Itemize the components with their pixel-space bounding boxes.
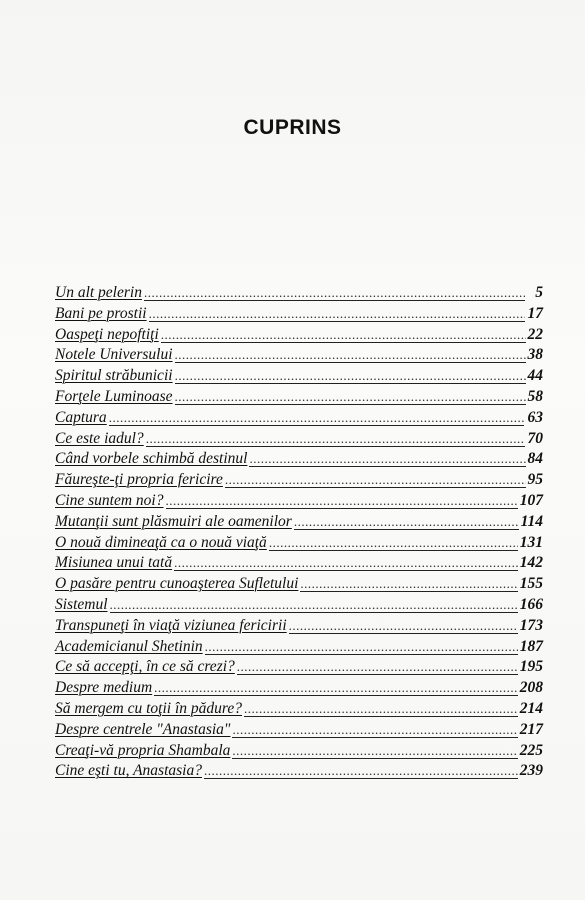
table-of-contents	[55, 283, 543, 782]
toc-entry-page-number: 195	[519, 658, 543, 676]
toc-entry	[55, 408, 543, 429]
toc-leader-dots	[237, 660, 518, 675]
toc-entry	[55, 574, 543, 595]
toc-entry-title: O pasăre pentru cunoaşterea Sufletului	[55, 575, 299, 593]
toc-entry	[55, 366, 543, 387]
toc-entry	[55, 616, 543, 637]
toc-entry	[55, 595, 543, 616]
toc-entry	[55, 470, 543, 491]
toc-entry	[55, 533, 543, 554]
toc-entry	[55, 429, 543, 450]
toc-entry-page-number: 17	[527, 304, 543, 322]
toc-leader-dots	[269, 536, 518, 551]
toc-entry-title: Despre medium	[55, 679, 153, 697]
toc-leader-dots	[205, 640, 518, 655]
toc-leader-dots	[146, 432, 526, 447]
toc-entry-page-number: 22	[527, 325, 543, 343]
page-title: CUPRINS	[243, 116, 342, 139]
toc-entry-title: Transpuneţi în viaţă viziunea fericirii	[55, 616, 287, 634]
toc-leader-dots	[232, 744, 517, 759]
toc-entry-title: Făureşte-ţi propria fericire	[55, 471, 223, 489]
toc-leader-dots	[244, 702, 518, 717]
toc-entry	[55, 657, 543, 678]
toc-entry	[55, 449, 543, 470]
toc-entry-title: Cine eşti tu, Anastasia?	[55, 762, 202, 780]
toc-entry-page-number: 5	[535, 284, 543, 301]
toc-entry	[55, 761, 543, 782]
toc-entry	[55, 741, 543, 762]
toc-leader-dots	[232, 723, 517, 738]
toc-entry-page-number: 225	[519, 741, 543, 759]
toc-leader-dots	[110, 598, 518, 613]
toc-leader-dots	[175, 369, 526, 384]
toc-entry-page-number: 84	[527, 450, 543, 468]
toc-entry-page-number: 217	[519, 720, 543, 738]
toc-entry-page-number: 187	[519, 637, 543, 655]
toc-entry-page-number: 173	[519, 616, 543, 634]
toc-leader-dots	[149, 307, 526, 322]
toc-entry-page-number: 214	[519, 699, 543, 717]
toc-entry-title: Să mergem cu toţii în pădure?	[55, 699, 242, 717]
toc-entry-title: Sistemul	[55, 595, 108, 613]
toc-entry-title: Mutanţii sunt plăsmuiri ale oamenilor	[55, 512, 292, 530]
toc-entry-page-number: 166	[519, 595, 543, 613]
toc-entry-page-number: 208	[519, 679, 543, 697]
toc-entry-page-number: 142	[519, 554, 543, 572]
toc-entry	[55, 720, 543, 741]
toc-entry-title: Creaţi-vă propria Shambala	[55, 741, 231, 759]
toc-entry-page-number: 239	[519, 762, 543, 780]
toc-leader-dots	[174, 556, 518, 571]
toc-entry-page-number: 95	[527, 471, 543, 489]
toc-entry	[55, 512, 543, 533]
toc-entry	[55, 325, 543, 346]
toc-entry-page-number: 107	[519, 491, 543, 509]
toc-entry-title: Bani pe prostii	[55, 304, 147, 322]
toc-entry	[55, 345, 543, 366]
toc-leader-dots	[289, 619, 518, 634]
toc-entry-title: Captura	[55, 408, 107, 426]
toc-entry	[55, 283, 543, 304]
toc-leader-dots	[249, 452, 525, 467]
toc-entry-page-number: 70	[527, 429, 543, 447]
toc-entry	[55, 553, 543, 574]
toc-leader-dots	[144, 286, 525, 301]
toc-entry	[55, 678, 543, 699]
toc-entry-page-number: 38	[527, 346, 543, 364]
toc-entry-title: Când vorbele schimbă destinul	[55, 450, 248, 468]
toc-entry	[55, 387, 543, 408]
toc-leader-dots	[225, 473, 526, 488]
toc-leader-dots	[300, 577, 517, 592]
toc-entry-title: Un alt pelerin	[55, 284, 142, 301]
toc-leader-dots	[161, 328, 526, 343]
toc-leader-dots	[204, 764, 518, 779]
toc-entry-page-number: 58	[527, 387, 543, 405]
toc-entry-page-number: 63	[527, 408, 543, 426]
toc-entry-title: Academicianul Shetinin	[55, 637, 203, 655]
toc-entry	[55, 304, 543, 325]
toc-entry-title: Oaspeţi nepoftiţi	[55, 325, 159, 343]
toc-entry-title: O nouă dimineaţă ca o nouă viaţă	[55, 533, 267, 551]
toc-leader-dots	[294, 515, 519, 530]
toc-leader-dots	[109, 411, 524, 426]
toc-leader-dots	[175, 348, 526, 363]
toc-entry-page-number: 131	[519, 533, 543, 551]
toc-leader-dots	[154, 681, 518, 696]
faint-stamp-mark	[205, 820, 385, 890]
toc-entry-page-number: 44	[527, 367, 543, 385]
toc-entry-title: Spiritul străbunicii	[55, 367, 173, 385]
toc-entry	[55, 699, 543, 720]
toc-leader-dots	[166, 494, 518, 509]
toc-entry-title: Despre centrele "Anastasia"	[55, 720, 231, 738]
toc-entry	[55, 491, 543, 512]
toc-entry-title: Cine suntem noi?	[55, 491, 164, 509]
toc-entry-page-number: 155	[519, 575, 543, 593]
toc-entry-title: Forţele Luminoase	[55, 387, 173, 405]
toc-entry-title: Ce să accepţi, în ce să crezi?	[55, 658, 235, 676]
toc-entry-title: Notele Universului	[55, 346, 173, 364]
toc-entry-title: Misiunea unui tată	[55, 554, 173, 572]
toc-leader-dots	[175, 390, 526, 405]
toc-entry-page-number: 114	[520, 512, 543, 530]
toc-entry	[55, 637, 543, 658]
toc-entry-title: Ce este iadul?	[55, 429, 144, 447]
